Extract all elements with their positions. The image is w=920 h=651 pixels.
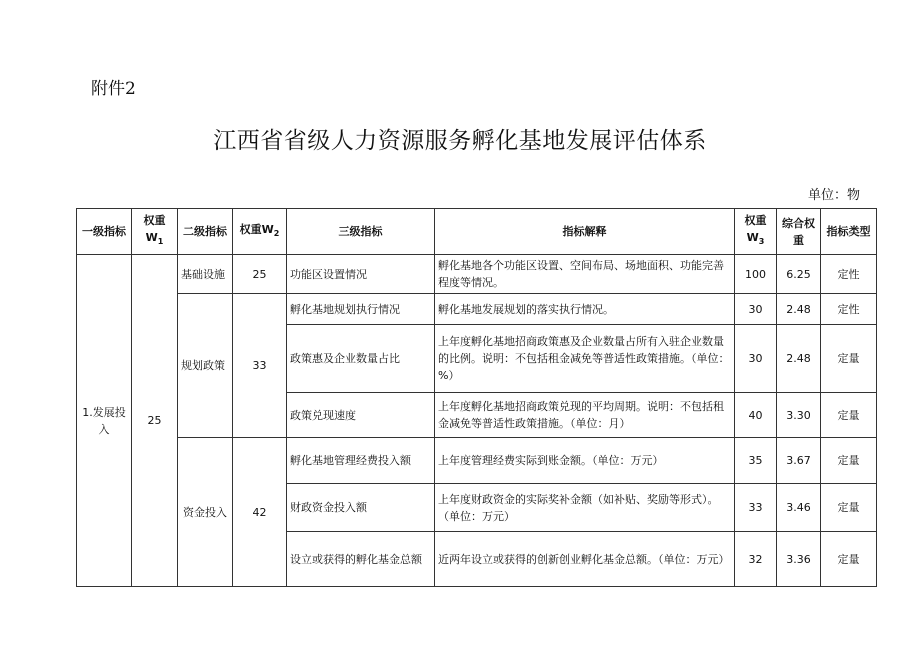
indicator-explanation: 近两年设立或获得的创新创业孵化基金总额。（单位：万元）: [435, 532, 735, 587]
attachment-label: 附件2: [91, 79, 136, 99]
indicator-explanation: 上年度财政资金的实际奖补金额（如补贴、奖励等形式）。（单位：万元）: [435, 484, 735, 532]
indicator-type: 定性: [821, 255, 877, 294]
indicator-weight3: 35: [735, 438, 777, 484]
group-name: 基础设施: [178, 255, 233, 294]
header-level2: 二级指标: [178, 209, 233, 255]
evaluation-table: [76, 208, 877, 587]
indicator-name: 孵化基地管理经费投入额: [287, 438, 435, 484]
indicator-type: 定性: [821, 294, 877, 325]
indicator-weight3: 100: [735, 255, 777, 294]
indicator-name: 功能区设置情况: [287, 255, 435, 294]
header-type: 指标类型: [821, 209, 877, 255]
indicator-explanation: 上年度管理经费实际到账金额。（单位：万元）: [435, 438, 735, 484]
indicator-weight3: 40: [735, 393, 777, 438]
header-composite: 综合权重: [777, 209, 821, 255]
group-name: 资金投入: [178, 438, 233, 587]
indicator-type: 定量: [821, 438, 877, 484]
indicator-composite: 3.46: [777, 484, 821, 532]
document-title: 江西省省级人力资源服务孵化基地发展评估体系: [213, 128, 707, 154]
table-row: [77, 255, 877, 294]
group-weight: 25: [233, 255, 287, 294]
indicator-weight3: 33: [735, 484, 777, 532]
indicator-explanation: 上年度孵化基地招商政策惠及企业数量占所有入驻企业数量的比例。说明：不包括租金减免等普适性政策措施。（单位：%）: [435, 325, 735, 393]
table-row: [77, 294, 877, 325]
indicator-type: 定量: [821, 325, 877, 393]
indicator-explanation: 孵化基地各个功能区设置、空间布局、场地面积、功能完善程度等情况。: [435, 255, 735, 294]
group-name: 规划政策: [178, 294, 233, 438]
group-weight: 33: [233, 294, 287, 438]
indicator-composite: 2.48: [777, 325, 821, 393]
indicator-weight3: 30: [735, 294, 777, 325]
indicator-weight3: 30: [735, 325, 777, 393]
header-explanation: 指标解释: [435, 209, 735, 255]
indicator-composite: 6.25: [777, 255, 821, 294]
level1-name: 1.发展投入: [77, 255, 132, 587]
level1-weight: 25: [132, 255, 178, 587]
table-row: [77, 438, 877, 484]
header-weight2: 权重$W_2$: [233, 209, 287, 255]
indicator-type: 定量: [821, 484, 877, 532]
indicator-name: 财政资金投入额: [287, 484, 435, 532]
indicator-composite: 3.67: [777, 438, 821, 484]
indicator-type: 定量: [821, 532, 877, 587]
indicator-explanation: 上年度孵化基地招商政策兑现的平均周期。说明：不包括租金减免等普适性政策措施。（单位：月）: [435, 393, 735, 438]
indicator-weight3: 32: [735, 532, 777, 587]
indicator-name: 设立或获得的孵化基金总额: [287, 532, 435, 587]
table-header-row: [77, 209, 877, 255]
group-weight: 42: [233, 438, 287, 587]
indicator-composite: 2.48: [777, 294, 821, 325]
indicator-name: 政策兑现速度: [287, 393, 435, 438]
header-level3: 三级指标: [287, 209, 435, 255]
header-weight1: 权重$W_1$: [132, 209, 178, 255]
indicator-type: 定量: [821, 393, 877, 438]
indicator-explanation: 孵化基地发展规划的落实执行情况。: [435, 294, 735, 325]
indicator-composite: 3.36: [777, 532, 821, 587]
header-weight3: 权重$W_3$: [735, 209, 777, 255]
header-level1: 一级指标: [77, 209, 132, 255]
unit-label: 单位：物: [808, 188, 861, 203]
indicator-name: 政策惠及企业数量占比: [287, 325, 435, 393]
indicator-name: 孵化基地规划执行情况: [287, 294, 435, 325]
indicator-composite: 3.30: [777, 393, 821, 438]
